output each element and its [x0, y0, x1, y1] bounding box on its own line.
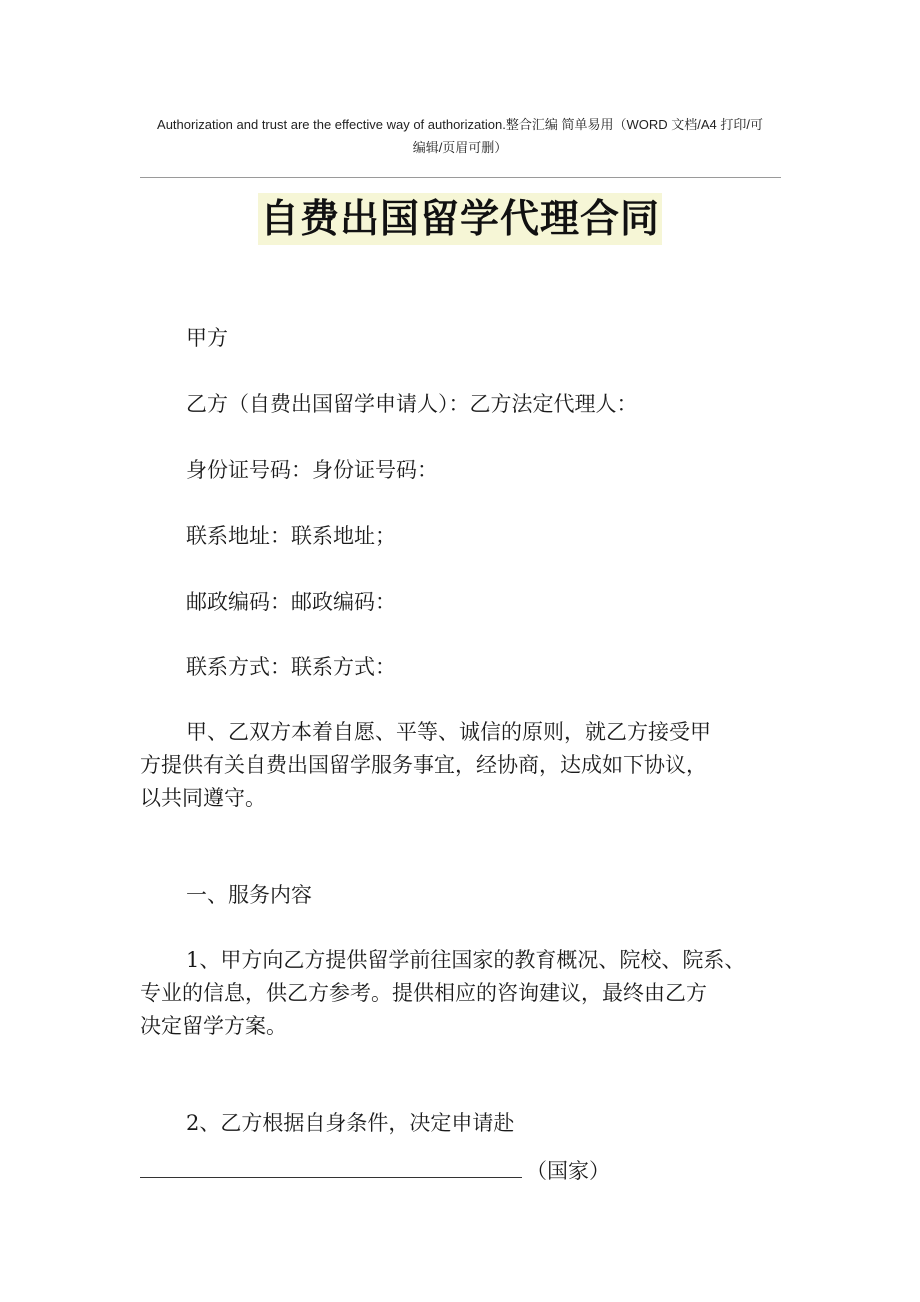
clause-1-line-2: 专业的信息，供乙方参考。提供相应的咨询建议，最终由乙方	[140, 981, 707, 1005]
clause-1-line-1: 1、甲方向乙方提供留学前往国家的教育概况、院校、院系、	[186, 948, 746, 972]
party-b-line: 乙方（自费出国留学申请人）：乙方法定代理人：	[186, 392, 638, 416]
clause-1-paragraph	[140, 944, 790, 1043]
clause-1-line-3: 决定留学方案。	[140, 1014, 287, 1038]
preamble-paragraph	[140, 716, 790, 815]
id-number-line: 身份证号码：身份证号码：	[186, 458, 438, 482]
preamble-line-1: 甲、乙双方本着自愿、平等、诚信的原则，就乙方接受甲	[186, 720, 711, 744]
party-a-line: 甲方	[186, 326, 228, 350]
country-label: （国家）	[526, 1159, 610, 1183]
page-header	[140, 113, 780, 159]
postal-code-line: 邮政编码：邮政编码：	[186, 590, 396, 614]
header-line-1: Authorization and trust are the effective way of authorization.整合汇编 简单易用（WORD 文档/A4 打印/可	[157, 117, 763, 132]
contact-line: 联系方式：联系方式：	[186, 655, 396, 679]
header-divider	[140, 177, 781, 178]
preamble-line-2: 方提供有关自费出国留学服务事宜，经协商，达成如下协议，	[140, 753, 707, 777]
section-1-heading: 一、服务内容	[186, 883, 312, 907]
document-title: 自费出国留学代理合同	[258, 193, 662, 245]
preamble-line-3: 以共同遵守。	[140, 786, 266, 810]
title-container	[0, 193, 920, 245]
address-line: 联系地址：联系地址；	[186, 524, 396, 548]
clause-2-country-line	[140, 1155, 790, 1188]
header-line-2: 编辑/页眉可删）	[412, 140, 508, 155]
clause-2-line-1: 2、乙方根据自身条件，决定申请赴	[186, 1111, 515, 1135]
country-fill-blank	[140, 1155, 522, 1178]
